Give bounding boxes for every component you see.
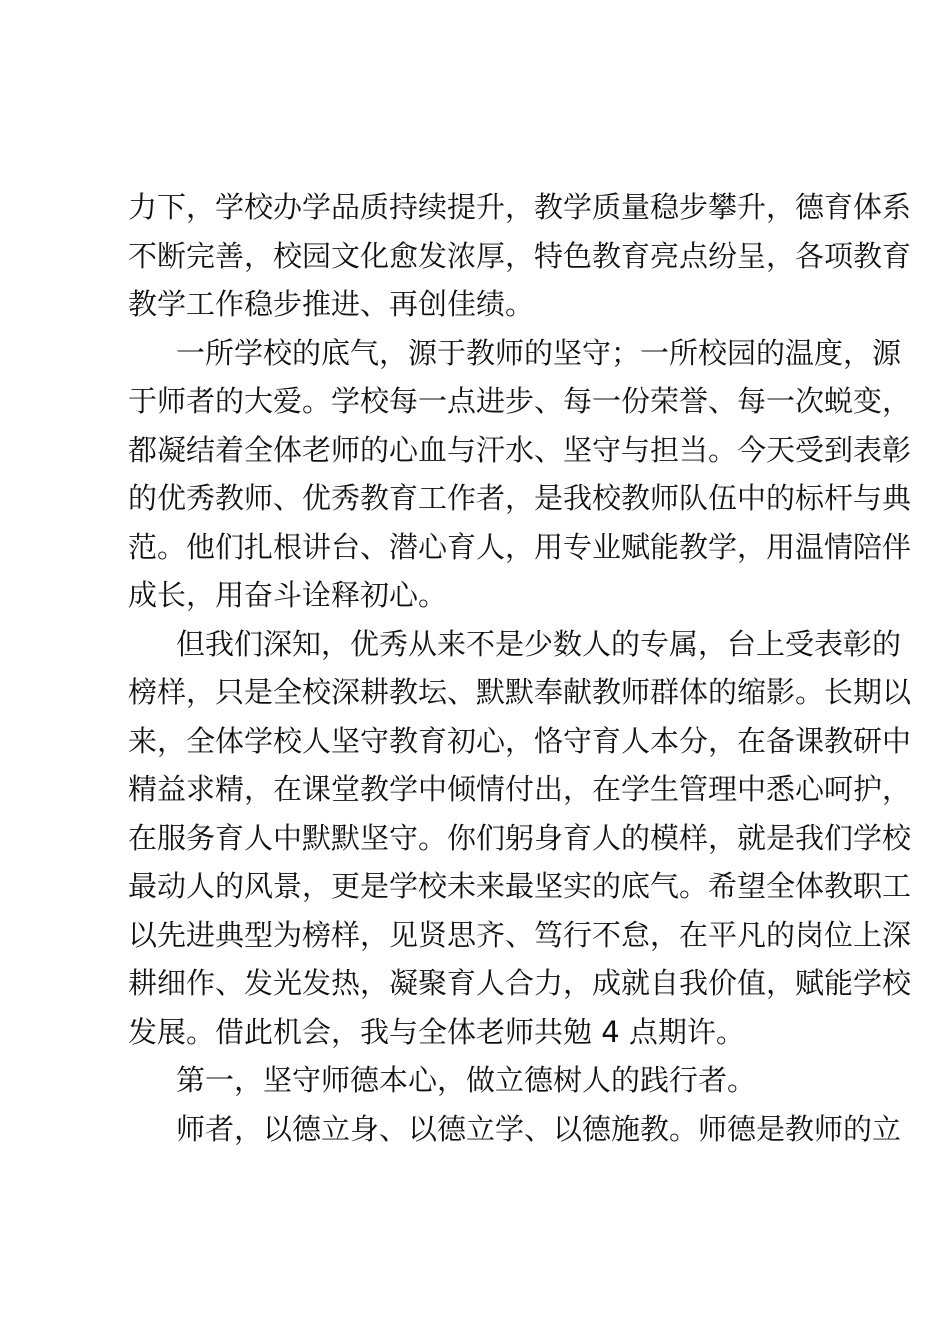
text-line: 发展。借此机会，我与全体老师共勉 4 点期许。: [128, 1014, 745, 1049]
text-line: 一所学校的底气，源于教师的坚守；一所校园的温度，源: [176, 335, 902, 370]
paragraph-5: [128, 1105, 902, 1154]
text-line: 以先进典型为榜样，见贤思齐、笃行不怠，在平凡的岗位上深: [128, 917, 912, 952]
text-line: 榜样，只是全校深耕教坛、默默奉献教师群体的缩影。长期以: [128, 675, 912, 709]
text-line: 成长，用奋斗诠释初心。: [128, 578, 448, 612]
text-line: 耕细作、发光发热，凝聚育人合力，成就自我价值，赋能学校: [128, 966, 912, 1000]
text-line: 但我们深知，优秀从来不是少数人的专属，台上受表彰的: [176, 626, 902, 661]
paragraph-2: [128, 329, 912, 620]
text-line: 在服务育人中默默坚守。你们躬身育人的模样，就是我们学校: [128, 820, 912, 855]
text-line: 的优秀教师、优秀教育工作者，是我校教师队伍中的标杆与典: [128, 481, 912, 515]
text-line: 师者，以德立身、以德立学、以德施教。师德是教师的立: [176, 1111, 902, 1146]
text-line: 不断完善，校园文化愈发浓厚，特色教育亮点纷呈，各项教育: [128, 238, 912, 273]
text-line: 精益求精，在课堂教学中倾情付出，在学生管理中悉心呵护，: [128, 772, 912, 806]
text-line: 来，全体学校人坚守教育初心，恪守育人本分，在备课教研中: [128, 723, 912, 758]
text-line: 力下，学校办学品质持续提升，教学质量稳步攀升，德育体系: [128, 190, 912, 224]
section-heading: [128, 1056, 848, 1105]
heading-line: 第一，坚守师德本心，做立德树人的践行者。: [176, 1063, 757, 1097]
document-body: [128, 183, 912, 1153]
text-line: 都凝结着全体老师的心血与汗水、坚守与担当。今天受到表彰: [128, 432, 912, 467]
paragraph-3: [128, 620, 912, 1057]
paragraph-1: [128, 183, 912, 329]
text-line: 于师者的大爱。学校每一点进步、每一份荣誉、每一次蜕变，: [128, 384, 912, 418]
text-line: 教学工作稳步推进、再创佳绩。: [128, 287, 535, 321]
text-line: 范。他们扎根讲台、潜心育人，用专业赋能教学，用温情陪伴: [128, 529, 912, 564]
text-line: 最动人的风景，更是学校未来最坚实的底气。希望全体教职工: [128, 869, 912, 903]
